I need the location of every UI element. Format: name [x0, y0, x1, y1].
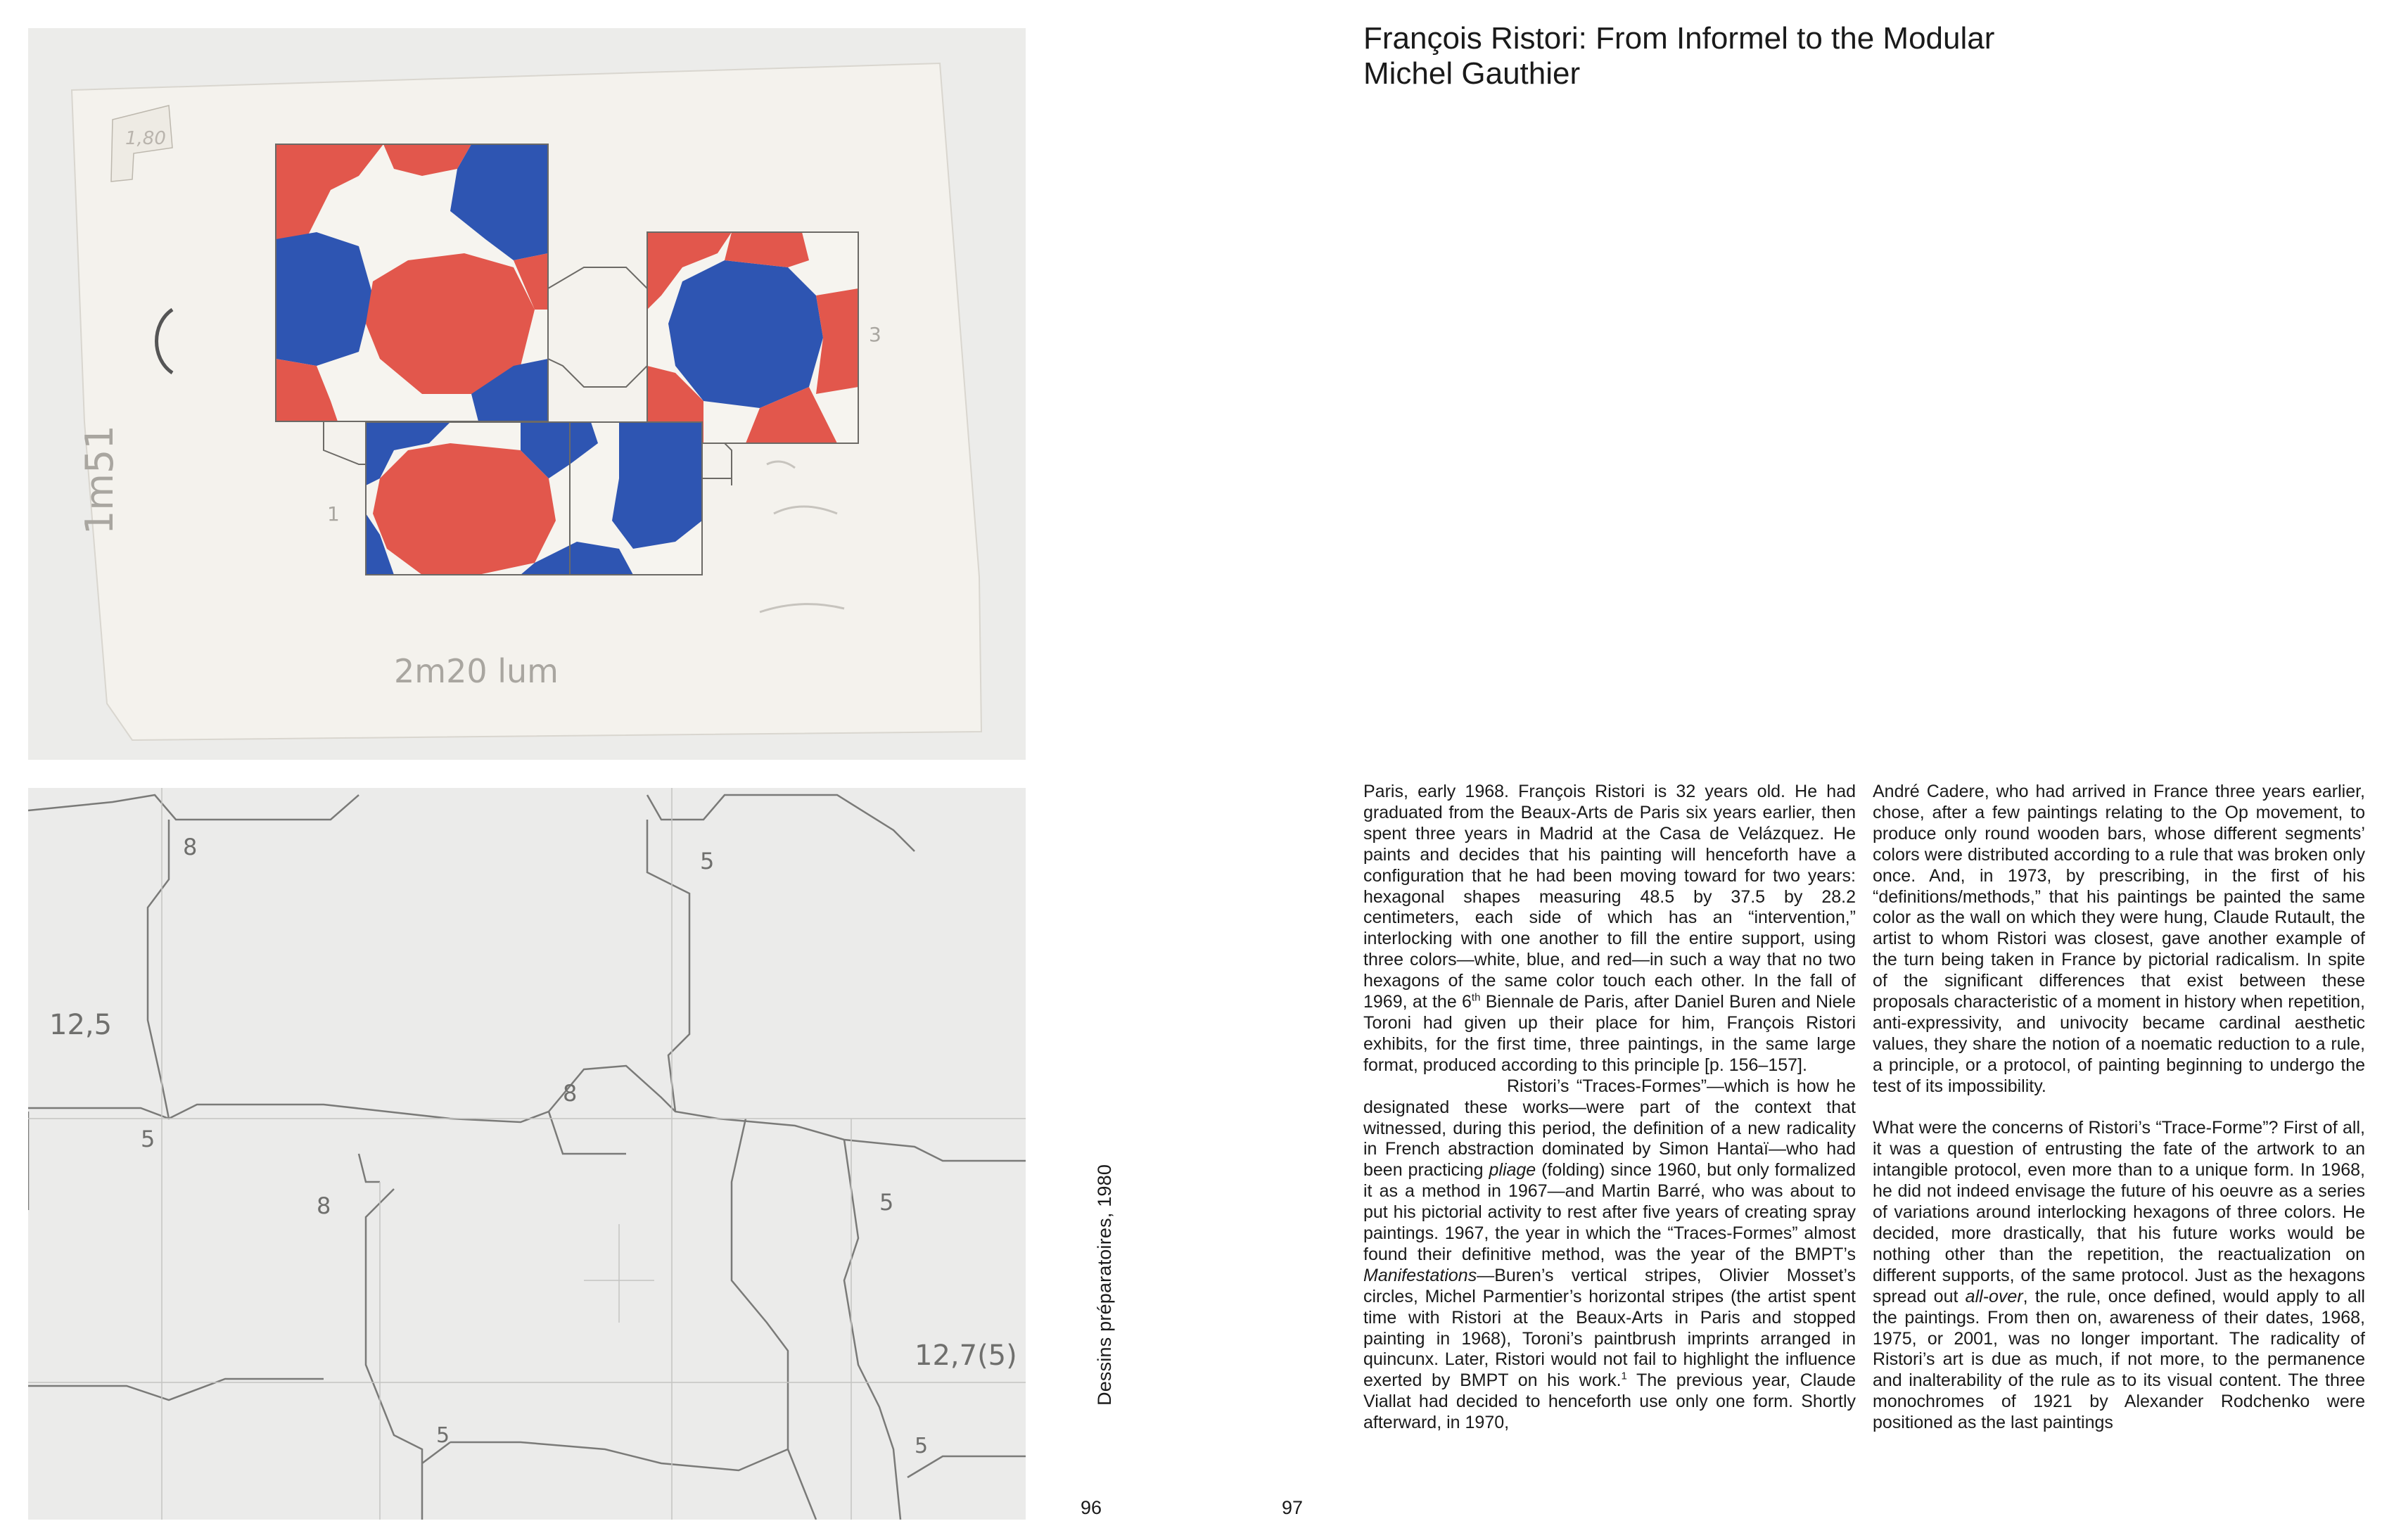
handwriting-8-low: 8 [317, 1192, 331, 1219]
page-number-right: 97 [1282, 1497, 1304, 1518]
colored-hexagon-drawing-image [28, 28, 1026, 760]
paragraph-cadere: André Cadere, who had arrived in France three years earlier, chose, after a few paintings relating to the Op movement, to produce only round wooden bars, whose different segments’ colors were distributed according to a rule that was broken only once. And, in 1973, by prescribing, in the first of his “definitions/methods,” that his paintings be painted the same color as the wall on which they were hung, Claude Rutault, the artist to whom Ristori was closest, gave another example of the turn being taken in France by pictorial radicalism. In spite of the significant differences that exist between these proposals characteristic of a moment in history when repetition, anti-expressivity, and univocity became cardinal aesthetic values, they share the notion of a noematic reduction to a rule, a principle, or a protocol, of painting beginning to undergo the test of its impossibility. [1873, 782, 2365, 1096]
paragraph-intro: Paris, early 1968. François Ristori is 32 years old. He had graduated from the Beaux-Arts de Paris six years earlier, then spent three years in Madrid at the Casa de Velázquez. He paints and decides that his painting will henceforth have a configuration that he had been moving toward for two years: hexagonal shapes measuring 48.5 by 37.5 by 28.2 centimeters, each side of which has an “intervention,” interlocking with one another to fill the entire support, using three colors—white, blue, and red—in such a way that no two hexagons of the same color touch each other. In the fall of 1969, at the 6th Biennale de Paris, after Daniel Buren and Niele Toroni had given up their place for him, François Ristori exhibits, for the first time, three paintings, in the same large format, produced according to this principle [p. 156–157]. [1363, 782, 1856, 1075]
handwriting-3: 3 [869, 323, 881, 346]
paragraph-concerns: What were the concerns of Ristori’s “Trace-Forme”? First of all, it was a question of entrusting the fate of the artwork to an intangible protocol, even more than to a unique form. In 1968, he did not indeed envisage the future of his oeuvre as a series of variations around interlocking hexagons of three colors. He decided, more drastically, that his future works would be nothing other than the repetition, the reactualization on different supports, of the same protocol. Just as the hexagons spread out all-over, the rule, once defined, would apply to all the paintings. From then on, awareness of their dates, 1968, 1975, or 2001, was no longer important. The radicality of Ristori’s art is due as much, if not more, to the permanence and inalterability of the rule as to its visual content. The three monochromes of 1921 by Alexander Rodchenko were positioned as the last paintings [1873, 1118, 2365, 1433]
article-heading [1363, 21, 1994, 91]
pencil-hexagon-drawing-image [28, 788, 1026, 1520]
footnote-marker-1[interactable]: 1 [1621, 1370, 1627, 1383]
article-author: Michel Gauthier [1363, 56, 1581, 91]
page-number-left: 96 [1081, 1497, 1102, 1518]
preparatory-drawing-pencil-photo [28, 788, 1026, 1520]
superscript-th: th [1471, 991, 1481, 1004]
text-column-right [1873, 782, 2365, 1434]
handwriting-5-right: 5 [879, 1189, 894, 1216]
article-title: François Ristori: From Informel to the Modular [1363, 21, 1995, 56]
paragraph-traces-formes: Ristori’s “Traces-Formes”—which is how he designated these works—were part of the context that witnessed, during this period, the definition of a new radicality in French abstraction dominated by Simon Hantaï—who had been practicing pliage (folding) since 1960, but only formalized it as a method in 1967—and Martin Barré, who was about to put his pictorial activity to rest after five years of creating spray paintings. 1967, the year in which the “Traces-Formes” almost found their definitive method, was the year of the BMPT’s Manifestations—Buren’s vertical stripes, Olivier Mosset’s circles, Michel Parmentier’s horizontal stripes (the artist spent time with Ristori at the Beaux-Arts in Paris and stopped painting in 1968), Toroni’s paintbrush imprints arranged in quincunx. Later, Ristori would not fail to highlight the influence exerted by BMPT on his work.$^1$ The previous year, Claude Viallat had decided to henceforth use only one form. Shortly afterward, in 1970, [1363, 1076, 1856, 1433]
handwriting-2m20-lum: 2m20 lum [394, 652, 559, 690]
preparatory-drawing-colored-photo [28, 28, 1026, 760]
handwriting-5-top: 5 [700, 848, 715, 874]
handwriting-1m51: 1m51 [77, 425, 122, 535]
handwriting-1: 1 [327, 502, 340, 526]
vertical-image-caption: Dessins préparatoires, 1980 [1094, 1164, 1115, 1406]
handwriting-5-mid: 5 [141, 1126, 155, 1152]
handwriting-5-bottom-right: 5 [915, 1434, 929, 1458]
handwriting-5-bottom: 5 [436, 1423, 450, 1448]
handwriting-8-top: 8 [183, 834, 198, 860]
handwriting-1-80: 1,80 [125, 128, 166, 149]
handwriting-8-mid: 8 [563, 1080, 578, 1107]
handwriting-12-7-5: 12,7(5) [915, 1339, 1017, 1372]
text-column-left [1363, 782, 1856, 1434]
handwriting-12-5: 12,5 [49, 1009, 113, 1041]
